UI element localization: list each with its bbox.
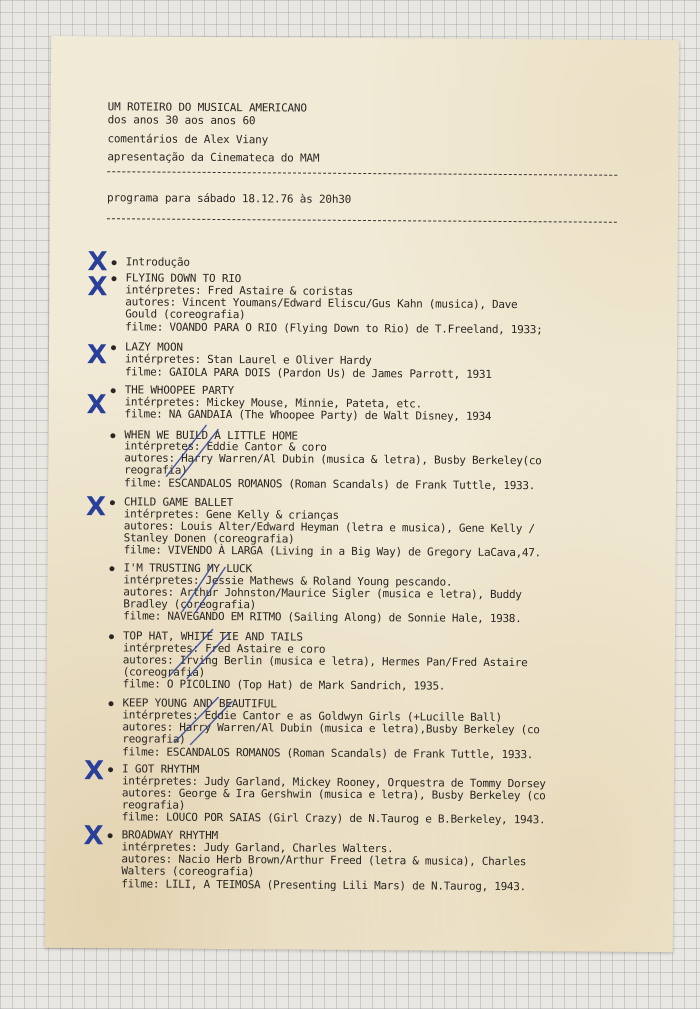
check-x-mark: X	[83, 821, 104, 852]
check-x-mark: X	[86, 390, 107, 421]
credit-line: intérpretes: Mickey Mouse, Minnie, Pateta, etc.	[124, 395, 422, 411]
song-title: THE WHOOPEE PARTY	[124, 383, 234, 398]
credit-line: Bradley (coreografia)	[123, 597, 257, 612]
song-title: BROADWAY RHYTHM	[121, 828, 219, 843]
header-presentation: apresentação da Cinemateca do MAM	[107, 150, 320, 165]
credit-line: autores: Arthur Johnston/Maurice Sigler (musica e letra), Buddy	[123, 585, 522, 602]
credit-line: Walters (coreografia)	[121, 864, 255, 879]
credit-line: Stanley Donen (coreografia)	[123, 531, 295, 546]
song-title: TOP HAT, WHITE TIE AND TAILS	[122, 629, 303, 644]
film-line: filme: NAVEGANDO EM RITMO (Sailing Along) de Sonnie Hale, 1938.	[123, 609, 522, 626]
song-title: WHEN WE BUILD A LITTLE HOME	[124, 428, 298, 443]
song-title: FLYING DOWN TO RIO	[125, 271, 242, 286]
credit-line: intérpretes: Stan Laurel e Oliver Hardy	[124, 352, 372, 368]
ink-stroke	[187, 633, 229, 679]
ink-stroke	[166, 425, 206, 477]
ink-stroke	[180, 429, 218, 479]
credit-line: reografia)	[124, 463, 188, 477]
ink-stroke	[195, 567, 225, 613]
credit-line: autores: Nacio Herb Brown/Arthur Freed (letra & musica), Charles	[121, 852, 527, 869]
check-x-mark: X	[83, 756, 105, 787]
credit-line: intérpretes: Judy Garland, Charles Walters.	[121, 840, 394, 856]
header-title: UM ROTEIRO DO MUSICAL AMERICANO	[107, 100, 307, 115]
film-line: filme: LILI, A TEIMOSA (Presenting Lili Mars) de N.Taurog, 1943.	[121, 877, 526, 894]
credit-line: reografia)	[121, 798, 186, 812]
credit-line: intérpretes: Gene Kelly & crianças	[123, 507, 339, 522]
film-line: filme: VOANDO PARA O RIO (Flying Down to Rio) de T.Freeland, 1933;	[125, 320, 543, 337]
credit-line: autores: Louis Alter/Edward Heyman (letra e musica), Gene Kelly /	[123, 519, 535, 536]
film-line: filme: ESCANDALOS ROMANOS (Roman Scandals) de Frank Tuttle, 1933.	[124, 476, 536, 493]
credit-line: (coreografia)	[122, 665, 205, 679]
typewritten-sheet	[45, 36, 679, 952]
film-line: filme: ESCANDALOS ROMANOS (Roman Scandals) de Frank Tuttle, 1933.	[122, 745, 534, 762]
check-x-mark: X	[87, 272, 108, 303]
credit-line: autores: Irving Berlin (musica e letra), Hermes Pan/Fred Astaire	[122, 653, 528, 670]
check-x-mark: X	[86, 340, 108, 371]
credit-line: autores: George & Ira Gershwin (musica e letra), Busby Berkeley (co	[121, 786, 546, 803]
film-line: filme: GAIOLA PARA DOIS (Pardon Us) de James Parrott, 1931	[124, 365, 492, 381]
credit-line: autores: Harry Warren/Al Dubin (musica & letra), Busby Berkeley(co	[124, 451, 542, 468]
song-title: LAZY MOON	[124, 340, 183, 354]
program-date: programa para sábado 18.12.76 às 20h30	[107, 191, 352, 206]
ink-stroke	[182, 565, 212, 612]
intro-item: Introdução	[125, 255, 190, 269]
ink-stroke	[190, 701, 232, 745]
film-line: filme: NA GANDAIA (The Whoopee Party) de Walt Disney, 1934	[124, 407, 492, 423]
film-line: filme: LOUCO POR SAIAS (Girl Crazy) de N.Taurog e B.Berkeley, 1943.	[121, 810, 546, 827]
credit-line: Gould (coreografia)	[125, 307, 246, 322]
song-title: KEEP YOUNG AND BEAUTIFUL	[122, 696, 277, 711]
song-title: CHILD GAME BALLET	[123, 495, 234, 510]
credit-line: intérpretes: Eddie Cantor e as Goldwyn Girls (+Lucille Ball)	[122, 708, 502, 724]
credit-line: intérpretes: Eddie Cantor & coro	[124, 439, 327, 454]
film-line: filme: O PICOLINO (Top Hat) de Mark Sandrich, 1935.	[122, 677, 446, 693]
film-line: filme: VIVENDO À LARGA (Living in a Big Way) de Gregory LaCava,47.	[123, 543, 541, 560]
ink-stroke	[169, 629, 213, 677]
song-title: I'M TRUSTING MY LUCK	[123, 561, 252, 576]
credit-line: intérpretes: Jessie Mathews & Roland Young pescando.	[123, 573, 453, 589]
ink-stroke	[174, 697, 218, 743]
header-subtitle: dos anos 30 aos anos 60	[107, 113, 256, 128]
credit-line: reografia)	[122, 732, 186, 746]
credit-line: intérpretes: Fred Astaire e coro	[122, 641, 326, 656]
song-title: I GOT RHYTHM	[122, 762, 200, 776]
check-x-mark: X	[87, 247, 108, 278]
check-x-mark: X	[85, 492, 107, 523]
credit-line: intérpretes: Judy Garland, Mickey Rooney, Orquestra de Tommy Dorsey	[121, 774, 546, 791]
credit-line: autores: Harry Warren/Al Dubin (musica e letra),Busby Berkeley (co	[122, 720, 540, 737]
credit-line: intérpretes: Fred Astaire & coristas	[125, 283, 354, 298]
header-commentary: comentários de Alex Viany	[107, 132, 269, 147]
credit-line: autores: Vincent Youmans/Edward Eliscu/Gus Kahn (musica), Dave	[125, 295, 518, 312]
ink-strokes	[45, 36, 679, 952]
